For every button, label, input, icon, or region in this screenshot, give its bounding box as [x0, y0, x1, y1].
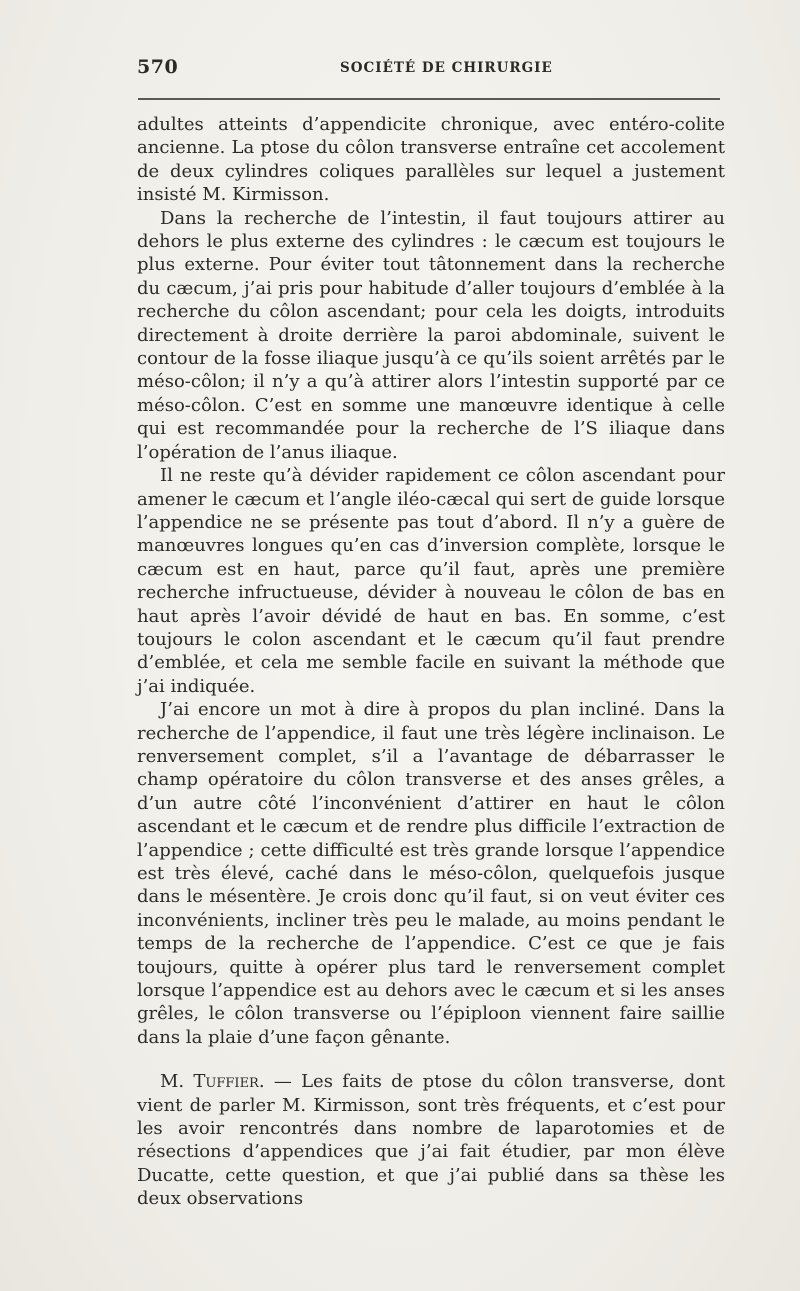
running-head: SOCIÉTÉ DE CHIRURGIE: [340, 60, 553, 76]
paragraph: Il ne reste qu’à dévider rapidement ce côlon ascendant pour amener le cæcum et l’angle iléo-cæcal qui sert de guide lorsque l’appendice ne se présente pas tout d’abord. Il n’y a guère de manœuvres longues qu’en cas d’inversion complète, lorsque le cæcum est en haut, parce qu’il faut, après une première recherche infructueuse, dévider à nouveau le côlon de bas en haut après l’avoir dévidé de haut en bas. En somme, c’est toujours le colon ascendant et le cæcum qu’il faut prendre d’emblée, et cela me semble facile en suivant la méthode que j’ai indiquée.: [137, 465, 725, 697]
page-number: 570: [137, 56, 179, 78]
paragraph: J’ai encore un mot à dire à propos du plan incliné. Dans la recherche de l’appendice, il faut une très légère inclinaison. Le renversement complet, s’il a l’avantage de débarrasser le champ opératoire du côlon transverse et des anses grêles, a d’un autre côté l’inconvénient d’attirer en haut le côlon ascendant et le cæcum et de rendre plus difficile l’extraction de l’appendice ; cette difficulté est très grande lorsque l’appendice est très élevé, caché dans le méso-côlon, quelquefois jusque dans le mésentère. Je crois donc qu’il faut, si on veut éviter ces inconvénients, incliner très peu le malade, au moins pendant le temps de la recherche de l’appendice. C’est ce que je fais toujours, quitte à opérer plus tard le renversement complet lorsque l’appendice est au dehors avec le cæcum et si les anses grêles, le côlon transverse ou l’épiploon viennent faire saillie dans la plaie d’une façon gênante.: [137, 699, 725, 1048]
header-rule: [138, 98, 720, 101]
paragraph: adultes atteints d’appendicite chronique, avec entéro-colite ancienne. La ptose du côlon transverse entraîne cet accolement de deux cylindres coliques parallèles sur lequel a justement insisté M. Kirmisson.: [137, 114, 725, 206]
speech-paragraph: [137, 1070, 725, 1210]
speech-text: — Les faits de ptose du côlon transverse, dont vient de parler M. Kirmisson, sont très fréquents, et c’est pour les avoir rencontrés dans nombre de laparotomies et de résections d’appendices que j’ai fait étudier, par mon élève Ducatte, cette question, et que j’ai publié dans sa thèse les deux observations: [137, 1071, 725, 1210]
speaker-name: M. Tuffier.: [160, 1071, 265, 1093]
paragraph: Dans la recherche de l’intestin, il faut toujours attirer au dehors le plus externe des cylindres : le cæcum est toujours le plus externe. Pour éviter tout tâtonnement dans la recherche du cæcum, j’ai pris pour habitude d’aller toujours d’emblée à la recherche du côlon ascendant; pour cela les doigts, introduits directement à droite derrière la paroi abdominale, suivent le contour de la fosse iliaque jusqu’à ce qu’ils soient arrêtés par le méso-côlon; il n’y a qu’à attirer alors l’intestin supporté par ce méso-côlon. C’est en somme une manœuvre identique à celle qui est recommandée pour la recherche de l’S iliaque dans l’opération de l’anus iliaque.: [137, 207, 725, 463]
page-header: [137, 56, 724, 84]
body-text: [137, 113, 725, 1211]
